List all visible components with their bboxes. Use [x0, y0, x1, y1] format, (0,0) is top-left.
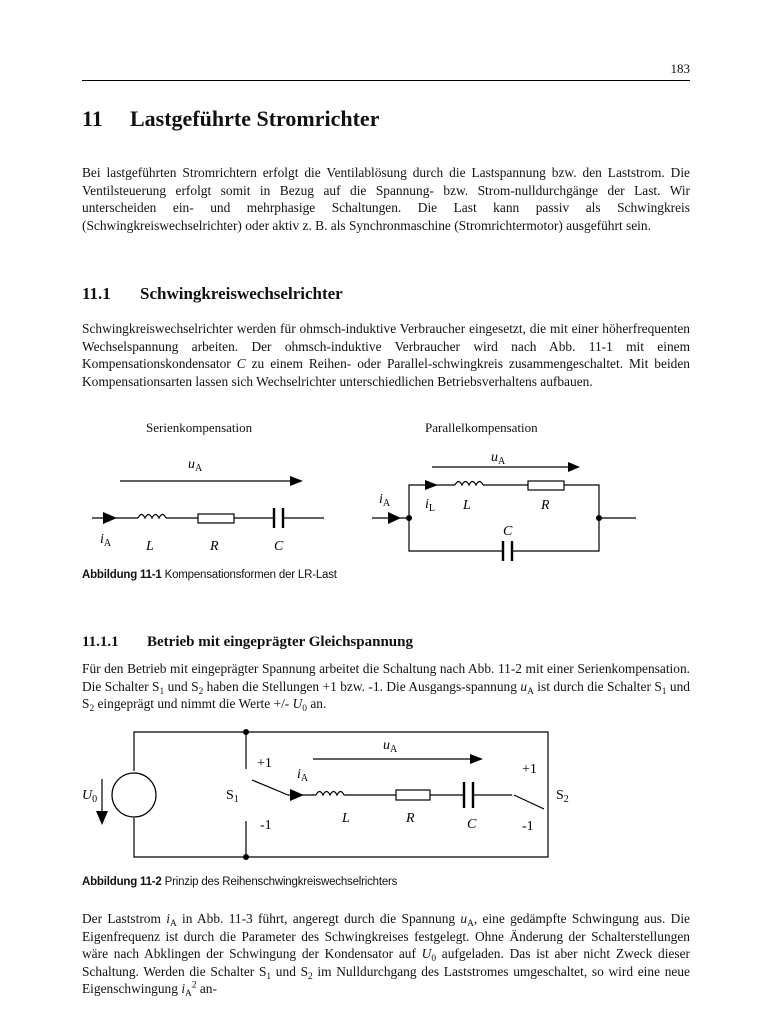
switch-S1 — [252, 780, 288, 795]
svg-text:uA: $u_A$ — [491, 450, 506, 467]
subsection-number: 11.1.1 — [82, 634, 119, 650]
figure-11-2-caption: Abbildung 11-2 Prinzip des Reihenschwingkreiswechselrichters — [82, 876, 398, 888]
svg-text:uA: $u_A$ — [383, 738, 398, 755]
voltage-source-U0 — [112, 773, 156, 817]
svg-text:iA: $i_A$ — [379, 492, 391, 509]
svg-text:+1: +1 — [257, 756, 272, 771]
figure-11-1-caption: Abbildung 11-1 Kompensationsformen der LR-Last — [82, 569, 337, 581]
svg-text:U0: $U_0$ — [82, 788, 98, 805]
node-right — [596, 515, 602, 521]
svg-text:R: R — [406, 811, 415, 826]
section-title-11-1 — [82, 284, 343, 304]
figure-11-1-diagram — [0, 445, 768, 585]
svg-text:C: C — [467, 817, 477, 832]
header-rule — [82, 80, 690, 81]
svg-text:L: L — [146, 539, 154, 554]
svg-text:uA: $u_A$ — [188, 457, 203, 474]
section-title-11-1-1 — [82, 634, 413, 651]
subsection-title-text: Betrieb mit eingeprägter Gleichspannung — [147, 634, 413, 650]
inductor-L-fig2 — [316, 792, 344, 796]
svg-text:R: R — [541, 498, 550, 513]
current-arrow-ia-fig2 — [290, 789, 304, 801]
svg-text:C: C — [503, 524, 513, 539]
section-title-text: Schwingkreiswechselrichter — [140, 284, 343, 303]
svg-text:+1: +1 — [522, 762, 537, 777]
resistor-R-parallel — [528, 481, 564, 490]
current-arrow-ia-parallel — [388, 512, 401, 524]
svg-text:S1: $S_1$ — [226, 788, 239, 805]
intro-paragraph: Bei lastgeführten Stromrichtern erfolgt die Ventilablösung durch die Lastspannung bzw. den Laststrom. Die Ventilsteuerung erfolgt somit in Bezug auf die Spannung- bzw. Strom-nulldurchgänge der Last. Wir unterscheiden ein- und mehrphasige Schaltungen. Die Last kann passiv als Schwingkreis (Schwingkreiswechselrichter) oder aktiv z. B. als Synchronmaschine (Stromrichtermotor) ausgeführt sein. — [82, 165, 690, 233]
svg-text:iA: $i_A$ — [297, 767, 309, 784]
svg-text:R: R — [210, 539, 219, 554]
label-parallelkompensation: Parallelkompensation — [425, 420, 538, 435]
switch-S2 — [514, 795, 544, 809]
last-paragraph: Der Laststrom $i_A$ in Abb. 11-3 führt, angeregt durch die Spannung $u_A$, eine gedämpfte Schwingung aus. Die Eigenfrequenz ist durch die Parameter des Schwingkreises festgelegt. Ohne Änderung der Schalterstellungen wäre nach Abklingen der Schwingung der Kondensator auf $U_0$ aufgeladen. Das ist aber nicht Zweck dieser Schaltung. Werden die Schalter $S_1$ und $S_2$ im Nulldurchgang des Laststromes umgeschaltet, so wird eine neue Eigenschwingung $i_A^2$ an- — [82, 911, 690, 1000]
chapter-title — [82, 106, 379, 132]
chapter-title-text: Lastgeführte Stromrichter — [130, 106, 380, 131]
svg-text:-1: -1 — [522, 819, 534, 834]
figure-11-2-diagram — [0, 725, 768, 865]
inductor-L-series — [138, 515, 166, 519]
label-serienkompensation: Serienkompensation — [146, 420, 253, 435]
svg-text:C: C — [274, 539, 284, 554]
svg-text:S2: $S_2$ — [556, 788, 569, 805]
node-left — [406, 515, 412, 521]
chapter-number: 11 — [82, 106, 103, 131]
svg-text:L: L — [463, 498, 471, 513]
svg-text:-1: -1 — [260, 818, 272, 833]
section-number: 11.1 — [82, 284, 111, 303]
current-arrow-ia-series — [103, 512, 117, 524]
svg-text:iA: $i_A$ — [100, 532, 112, 549]
section-11-1-paragraph: Schwingkreiswechselrichter werden für ohmsch-induktive Verbraucher eingesetzt, die mit einer höherfrequenten Wechselspannung arbeiten. Der ohmsch-induktive Verbraucher wird nach Abb. 11-1 mit einem Kompensationskondensator C zu einem Reihen- oder Parallel-schwingkreis zusammengeschaltet. Mit beiden Kompensationsarten lassen sich Wechselrichter unterschiedlichen Betriebsverhaltens aufbauen. — [82, 321, 691, 389]
resistor-R-fig2 — [396, 790, 430, 800]
svg-text:iL: $i_L$ — [425, 497, 435, 514]
page-number: 183 — [670, 61, 690, 76]
inductor-L-parallel — [455, 482, 483, 486]
section-11-1-1-paragraph: Für den Betrieb mit eingeprägter Spannung arbeitet die Schaltung nach Abb. 11-2 mit einer Serienkompensation. Die Schalter $S_1$ und $S_2$ haben die Stellungen +1 bzw. -1. Die Ausgangs-spannung $u_A$ ist durch die Schalter $S_1$ und $S_2$ eingeprägt und nimmt die Werte +/- $U_0$ an. — [82, 661, 690, 715]
current-arrow-il — [425, 480, 438, 490]
svg-text:L: L — [342, 811, 350, 826]
resistor-R-series — [198, 514, 234, 523]
